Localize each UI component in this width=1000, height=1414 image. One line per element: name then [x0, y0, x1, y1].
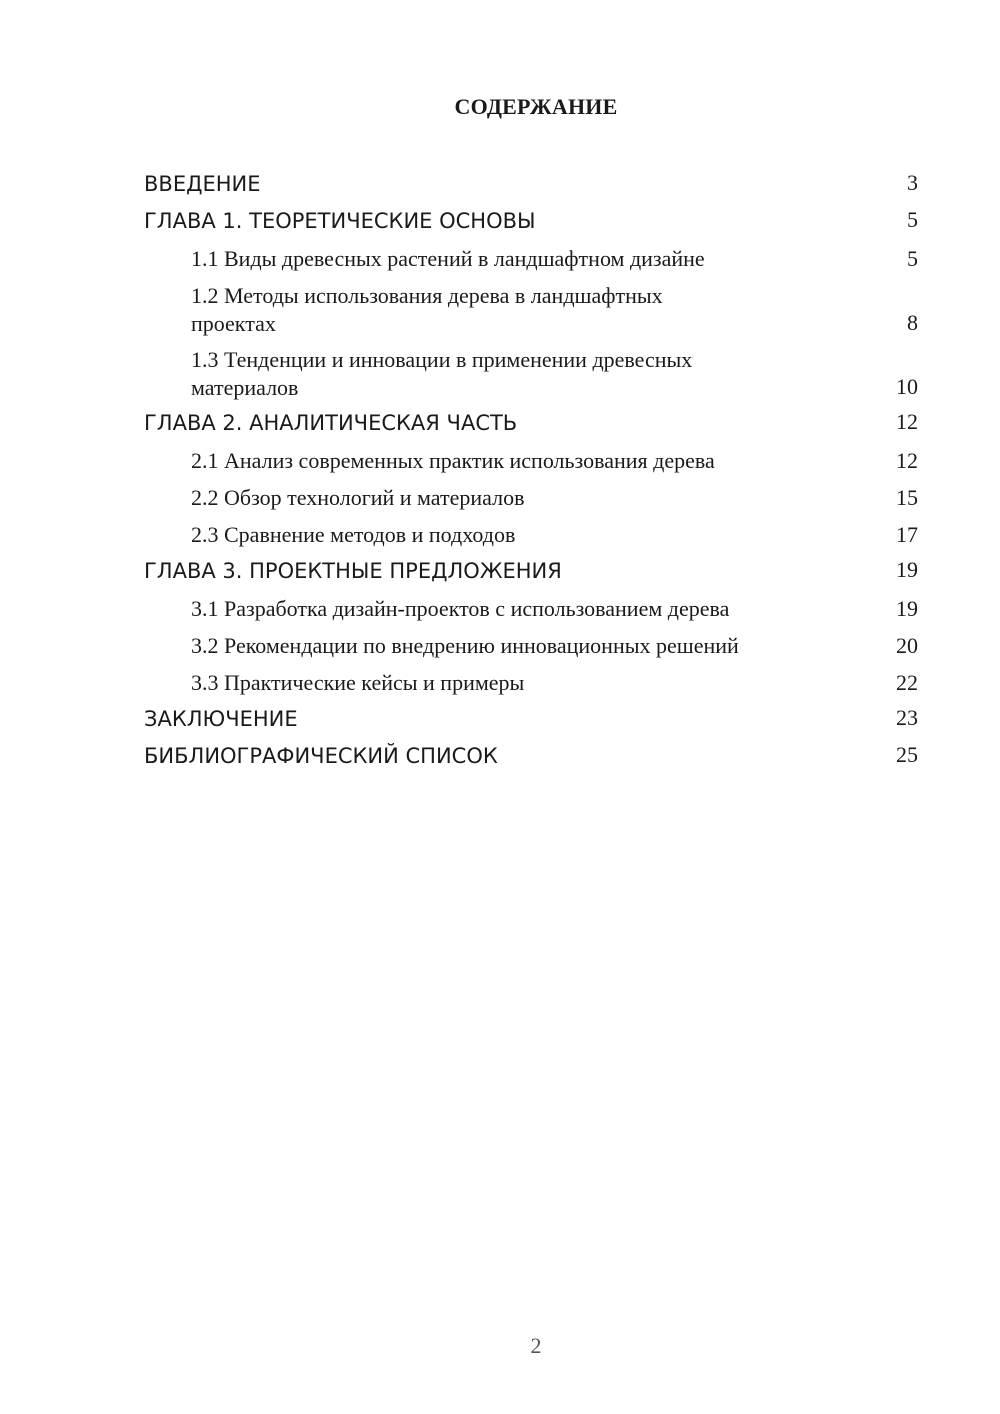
- table-of-contents: [144, 168, 920, 777]
- toc-entry-text: ГЛАВА 2. АНАЛИТИЧЕСКАЯ ЧАСТЬ: [144, 411, 518, 435]
- toc-entry-page: 12: [896, 409, 918, 434]
- toc-entry-chapter-1[interactable]: [144, 205, 920, 242]
- toc-entry-introduction[interactable]: [144, 168, 920, 205]
- toc-entry-text: 2.1 Анализ современных практик использования дерева: [191, 448, 715, 473]
- page-title: СОДЕРЖАНИЕ: [454, 94, 618, 119]
- toc-entry-section-3-2[interactable]: [144, 629, 920, 666]
- toc-entry-page: 15: [896, 485, 918, 510]
- toc-entry-text: 2.2 Обзор технологий и материалов: [191, 485, 525, 510]
- toc-entry-section-1-1[interactable]: [144, 242, 920, 279]
- toc-entry-section-3-1[interactable]: [144, 592, 920, 629]
- toc-entry-page: 22: [896, 670, 918, 695]
- toc-entry-conclusion[interactable]: [144, 703, 920, 740]
- toc-entry-section-3-3[interactable]: [144, 666, 920, 703]
- toc-entry-page: 19: [896, 596, 918, 621]
- toc-entry-page: 3: [907, 170, 918, 195]
- toc-entry-text: БИБЛИОГРАФИЧЕСКИЙ СПИСОК: [144, 744, 498, 768]
- toc-entry-text: 3.2 Рекомендации по внедрению инновационных решений: [191, 633, 739, 658]
- page-number: 2: [530, 1333, 542, 1358]
- toc-entry-text: 3.3 Практические кейсы и примеры: [191, 670, 525, 695]
- toc-entry-section-2-2[interactable]: [144, 481, 920, 518]
- toc-entry-page: 10: [896, 374, 918, 399]
- toc-entry-page: 8: [907, 310, 918, 335]
- toc-entry-page: 5: [907, 246, 918, 271]
- toc-entry-bibliography[interactable]: [144, 740, 920, 777]
- toc-entry-text: ГЛАВА 1. ТЕОРЕТИЧЕСКИЕ ОСНОВЫ: [144, 209, 536, 233]
- toc-entry-page: 20: [896, 633, 918, 658]
- toc-entry-chapter-3[interactable]: [144, 555, 920, 592]
- toc-entry-section-2-3[interactable]: [144, 518, 920, 555]
- toc-entry-text: 2.3 Сравнение методов и подходов: [191, 522, 516, 547]
- toc-entry-text: ЗАКЛЮЧЕНИЕ: [144, 707, 298, 731]
- toc-entry-section-1-3[interactable]: [144, 343, 920, 407]
- toc-entry-page: 23: [896, 705, 918, 730]
- toc-entry-page: 17: [896, 522, 918, 547]
- toc-entry-section-1-2[interactable]: [144, 279, 920, 343]
- toc-entry-text: 3.1 Разработка дизайн-проектов с использованием дерева: [191, 596, 730, 621]
- toc-entry-text: 1.3 Тенденции и инновации в применении древесных материалов: [191, 347, 693, 400]
- toc-entry-page: 19: [896, 557, 918, 582]
- toc-entry-page: 5: [907, 207, 918, 232]
- toc-entry-text: ГЛАВА 3. ПРОЕКТНЫЕ ПРЕДЛОЖЕНИЯ: [144, 559, 562, 583]
- toc-entry-page: 12: [896, 448, 918, 473]
- toc-entry-text: ВВЕДЕНИЕ: [144, 172, 261, 196]
- toc-entry-chapter-2[interactable]: [144, 407, 920, 444]
- toc-entry-text: 1.1 Виды древесных растений в ландшафтном дизайне: [191, 246, 705, 271]
- toc-entry-page: 25: [896, 742, 918, 767]
- toc-entry-text: 1.2 Методы использования дерева в ландшафтных проектах: [191, 283, 663, 336]
- toc-entry-section-2-1[interactable]: [144, 444, 920, 481]
